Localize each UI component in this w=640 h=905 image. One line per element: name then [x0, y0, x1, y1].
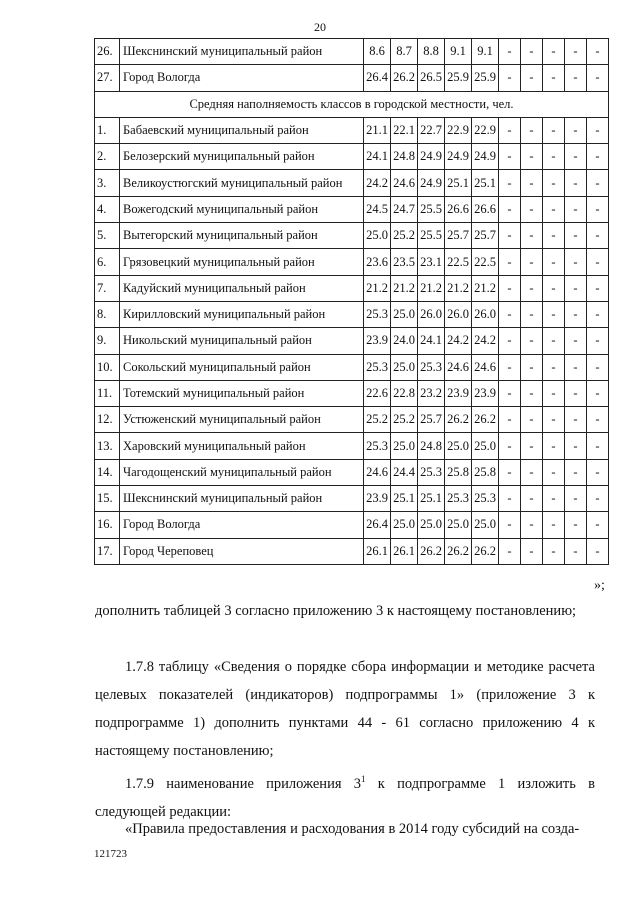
value-cell: 26.1 [391, 538, 418, 564]
dash-cell: - [587, 486, 609, 512]
value-cell: 8.7 [391, 39, 418, 65]
dash-cell: - [521, 380, 543, 406]
dash-cell: - [587, 301, 609, 327]
dash-cell: - [499, 275, 521, 301]
dash-cell: - [543, 196, 565, 222]
section-row [95, 91, 609, 117]
dash-cell: - [499, 354, 521, 380]
value-cell: 25.1 [472, 170, 499, 196]
row-number: 7. [95, 275, 120, 301]
footer-code: 121723 [94, 848, 127, 860]
row-number: 16. [95, 512, 120, 538]
dash-cell: - [499, 328, 521, 354]
district-name: Шекснинский муниципальный район [120, 39, 364, 65]
value-cell: 26.5 [418, 65, 445, 91]
dash-cell: - [499, 538, 521, 564]
value-cell: 25.3 [445, 486, 472, 512]
dash-cell: - [499, 39, 521, 65]
value-cell: 25.0 [364, 223, 391, 249]
value-cell: 22.6 [364, 380, 391, 406]
table-row [95, 170, 609, 196]
value-cell: 26.2 [445, 407, 472, 433]
district-name: Сокольский муниципальный район [120, 354, 364, 380]
table-row [95, 117, 609, 143]
dash-cell: - [521, 170, 543, 196]
row-number: 13. [95, 433, 120, 459]
row-number: 8. [95, 301, 120, 327]
value-cell: 21.2 [418, 275, 445, 301]
value-cell: 23.1 [418, 249, 445, 275]
row-number: 27. [95, 65, 120, 91]
table-row [95, 459, 609, 485]
value-cell: 25.3 [418, 459, 445, 485]
district-name: Вытегорский муниципальный район [120, 223, 364, 249]
value-cell: 24.6 [391, 170, 418, 196]
dash-cell: - [521, 301, 543, 327]
value-cell: 25.5 [418, 223, 445, 249]
value-cell: 22.9 [472, 117, 499, 143]
value-cell: 25.9 [472, 65, 499, 91]
row-number: 14. [95, 459, 120, 485]
dash-cell: - [587, 117, 609, 143]
dash-cell: - [499, 459, 521, 485]
dash-cell: - [521, 144, 543, 170]
value-cell: 26.2 [418, 538, 445, 564]
district-name: Белозерский муниципальный район [120, 144, 364, 170]
value-cell: 26.0 [472, 301, 499, 327]
value-cell: 8.8 [418, 39, 445, 65]
dash-cell: - [543, 117, 565, 143]
value-cell: 24.9 [472, 144, 499, 170]
value-cell: 21.2 [391, 275, 418, 301]
district-name: Устюженский муниципальный район [120, 407, 364, 433]
value-cell: 25.0 [445, 512, 472, 538]
value-cell: 24.1 [418, 328, 445, 354]
dash-cell: - [499, 380, 521, 406]
value-cell: 22.8 [391, 380, 418, 406]
dash-cell: - [521, 117, 543, 143]
paragraph-rules-title: «Правила предоставления и расходования в 2014 году субсидий на созда- [125, 821, 580, 837]
value-cell: 22.7 [418, 117, 445, 143]
value-cell: 23.9 [364, 328, 391, 354]
dash-cell: - [521, 433, 543, 459]
value-cell: 26.4 [364, 512, 391, 538]
value-cell: 24.0 [391, 328, 418, 354]
row-number: 2. [95, 144, 120, 170]
value-cell: 25.9 [445, 65, 472, 91]
value-cell: 23.9 [472, 380, 499, 406]
district-name: Великоустюгский муниципальный район [120, 170, 364, 196]
value-cell: 25.0 [418, 512, 445, 538]
value-cell: 25.1 [445, 170, 472, 196]
table-row [95, 223, 609, 249]
value-cell: 23.9 [445, 380, 472, 406]
value-cell: 25.3 [364, 354, 391, 380]
dash-cell: - [543, 301, 565, 327]
row-number: 3. [95, 170, 120, 196]
value-cell: 24.8 [418, 433, 445, 459]
value-cell: 21.2 [472, 275, 499, 301]
value-cell: 24.2 [472, 328, 499, 354]
value-cell: 25.0 [472, 512, 499, 538]
dash-cell: - [521, 275, 543, 301]
district-name: Грязовецкий муниципальный район [120, 249, 364, 275]
dash-cell: - [499, 486, 521, 512]
table-row [95, 65, 609, 91]
dash-cell: - [543, 65, 565, 91]
dash-cell: - [499, 144, 521, 170]
dash-cell: - [565, 196, 587, 222]
value-cell: 25.3 [364, 433, 391, 459]
dash-cell: - [543, 223, 565, 249]
value-cell: 25.8 [445, 459, 472, 485]
row-number: 11. [95, 380, 120, 406]
district-name: Чагодощенский муниципальный район [120, 459, 364, 485]
dash-cell: - [565, 512, 587, 538]
value-cell: 24.7 [391, 196, 418, 222]
district-name: Шекснинский муниципальный район [120, 486, 364, 512]
dash-cell: - [587, 223, 609, 249]
value-cell: 25.3 [418, 354, 445, 380]
dash-cell: - [565, 380, 587, 406]
paragraph-1-7-8: 1.7.8 таблицу «Сведения о порядке сбора информации и методике расчета целевых показателей (индикаторов) подпрограммы 1» (приложение 3 к подпрограмме 1) дополнить пунктами 44 - 61 согласно приложению 4 к настоящему постановлению; [95, 659, 595, 759]
value-cell: 24.2 [445, 328, 472, 354]
value-cell: 25.3 [472, 486, 499, 512]
value-cell: 22.9 [445, 117, 472, 143]
dash-cell: - [521, 512, 543, 538]
value-cell: 26.2 [472, 407, 499, 433]
value-cell: 26.2 [472, 538, 499, 564]
dash-cell: - [521, 328, 543, 354]
value-cell: 26.2 [445, 538, 472, 564]
row-number: 4. [95, 196, 120, 222]
dash-cell: - [587, 354, 609, 380]
value-cell: 23.6 [364, 249, 391, 275]
dash-cell: - [499, 433, 521, 459]
value-cell: 24.6 [472, 354, 499, 380]
dash-cell: - [565, 249, 587, 275]
table-row [95, 39, 609, 65]
dash-cell: - [565, 170, 587, 196]
dash-cell: - [543, 275, 565, 301]
value-cell: 25.0 [391, 301, 418, 327]
row-number: 10. [95, 354, 120, 380]
dash-cell: - [521, 249, 543, 275]
dash-cell: - [521, 538, 543, 564]
dash-cell: - [499, 117, 521, 143]
district-name: Вожегодский муниципальный район [120, 196, 364, 222]
value-cell: 24.5 [364, 196, 391, 222]
value-cell: 21.2 [364, 275, 391, 301]
dash-cell: - [543, 380, 565, 406]
dash-cell: - [565, 538, 587, 564]
value-cell: 25.3 [364, 301, 391, 327]
dash-cell: - [587, 39, 609, 65]
value-cell: 23.5 [391, 249, 418, 275]
dash-cell: - [565, 407, 587, 433]
dash-cell: - [543, 407, 565, 433]
value-cell: 26.6 [472, 196, 499, 222]
district-name: Никольский муниципальный район [120, 328, 364, 354]
dash-cell: - [543, 328, 565, 354]
value-cell: 21.2 [445, 275, 472, 301]
dash-cell: - [587, 407, 609, 433]
p3-text-end: к подпрограмме 1 изложить в следующей редакции: [95, 775, 595, 820]
dash-cell: - [543, 433, 565, 459]
dash-cell: - [521, 196, 543, 222]
dash-cell: - [521, 39, 543, 65]
table-row [95, 249, 609, 275]
row-number: 17. [95, 538, 120, 564]
value-cell: 24.9 [418, 170, 445, 196]
value-cell: 26.2 [391, 65, 418, 91]
dash-cell: - [565, 39, 587, 65]
dash-cell: - [499, 223, 521, 249]
dash-cell: - [543, 249, 565, 275]
dash-cell: - [499, 512, 521, 538]
value-cell: 25.7 [445, 223, 472, 249]
dash-cell: - [565, 328, 587, 354]
value-cell: 25.0 [445, 433, 472, 459]
value-cell: 24.9 [445, 144, 472, 170]
value-cell: 23.9 [364, 486, 391, 512]
dash-cell: - [543, 512, 565, 538]
value-cell: 24.8 [391, 144, 418, 170]
dash-cell: - [499, 249, 521, 275]
dash-cell: - [587, 170, 609, 196]
dash-cell: - [587, 380, 609, 406]
dash-cell: - [499, 196, 521, 222]
dash-cell: - [565, 223, 587, 249]
value-cell: 26.0 [418, 301, 445, 327]
value-cell: 24.6 [445, 354, 472, 380]
dash-cell: - [565, 459, 587, 485]
value-cell: 25.1 [391, 486, 418, 512]
value-cell: 23.2 [418, 380, 445, 406]
value-cell: 25.0 [391, 433, 418, 459]
value-cell: 22.5 [472, 249, 499, 275]
table-row [95, 538, 609, 564]
value-cell: 25.5 [418, 196, 445, 222]
row-number: 26. [95, 39, 120, 65]
paragraph-add-table: дополнить таблицей 3 согласно приложению 3 к настоящему постановлению; [95, 603, 577, 619]
value-cell: 25.2 [391, 223, 418, 249]
value-cell: 24.6 [364, 459, 391, 485]
value-cell: 26.0 [445, 301, 472, 327]
dash-cell: - [565, 486, 587, 512]
value-cell: 26.1 [364, 538, 391, 564]
dash-cell: - [565, 433, 587, 459]
dash-cell: - [565, 354, 587, 380]
dash-cell: - [543, 459, 565, 485]
district-name: Харовский муниципальный район [120, 433, 364, 459]
value-cell: 22.1 [391, 117, 418, 143]
dash-cell: - [521, 65, 543, 91]
dash-cell: - [587, 65, 609, 91]
table-row [95, 328, 609, 354]
dash-cell: - [587, 249, 609, 275]
dash-cell: - [587, 144, 609, 170]
value-cell: 25.8 [472, 459, 499, 485]
table-row [95, 433, 609, 459]
dash-cell: - [565, 65, 587, 91]
value-cell: 24.9 [418, 144, 445, 170]
dash-cell: - [543, 538, 565, 564]
dash-cell: - [543, 170, 565, 196]
dash-cell: - [565, 144, 587, 170]
dash-cell: - [587, 328, 609, 354]
data-table [94, 38, 609, 565]
table-row [95, 196, 609, 222]
p3-text-start: 1.7.9 наименование приложения 3 [125, 775, 362, 792]
row-number: 5. [95, 223, 120, 249]
dash-cell: - [521, 486, 543, 512]
value-cell: 25.0 [391, 512, 418, 538]
dash-cell: - [587, 433, 609, 459]
district-name: Город Вологда [120, 512, 364, 538]
dash-cell: - [565, 301, 587, 327]
district-name: Тотемский муниципальный район [120, 380, 364, 406]
dash-cell: - [587, 538, 609, 564]
closing-quote: »; [594, 578, 605, 593]
table-row [95, 354, 609, 380]
value-cell: 24.1 [364, 144, 391, 170]
dash-cell: - [565, 117, 587, 143]
value-cell: 25.0 [472, 433, 499, 459]
value-cell: 22.5 [445, 249, 472, 275]
value-cell: 25.7 [472, 223, 499, 249]
dash-cell: - [587, 275, 609, 301]
value-cell: 25.0 [391, 354, 418, 380]
table-row [95, 486, 609, 512]
value-cell: 9.1 [472, 39, 499, 65]
section-heading: Средняя наполняемость классов в городской местности, чел. [95, 91, 609, 117]
value-cell: 26.4 [364, 65, 391, 91]
value-cell: 21.1 [364, 117, 391, 143]
dash-cell: - [543, 486, 565, 512]
dash-cell: - [499, 170, 521, 196]
dash-cell: - [521, 407, 543, 433]
dash-cell: - [587, 512, 609, 538]
value-cell: 25.2 [364, 407, 391, 433]
district-name: Город Череповец [120, 538, 364, 564]
dash-cell: - [521, 459, 543, 485]
page-number: 20 [314, 20, 326, 34]
row-number: 12. [95, 407, 120, 433]
value-cell: 26.6 [445, 196, 472, 222]
value-cell: 9.1 [445, 39, 472, 65]
district-name: Кадуйский муниципальный район [120, 275, 364, 301]
dash-cell: - [587, 459, 609, 485]
dash-cell: - [499, 65, 521, 91]
value-cell: 8.6 [364, 39, 391, 65]
district-name: Город Вологда [120, 65, 364, 91]
row-number: 9. [95, 328, 120, 354]
table-row [95, 407, 609, 433]
row-number: 1. [95, 117, 120, 143]
table-row [95, 380, 609, 406]
dash-cell: - [565, 275, 587, 301]
table-row [95, 301, 609, 327]
value-cell: 24.2 [364, 170, 391, 196]
row-number: 6. [95, 249, 120, 275]
dash-cell: - [521, 354, 543, 380]
district-name: Бабаевский муниципальный район [120, 117, 364, 143]
table-row [95, 512, 609, 538]
dash-cell: - [587, 196, 609, 222]
dash-cell: - [543, 144, 565, 170]
dash-cell: - [543, 354, 565, 380]
table-row [95, 275, 609, 301]
row-number: 15. [95, 486, 120, 512]
superscript: 1 [361, 774, 366, 784]
dash-cell: - [543, 39, 565, 65]
district-name: Кирилловский муниципальный район [120, 301, 364, 327]
table-row [95, 144, 609, 170]
dash-cell: - [499, 407, 521, 433]
dash-cell: - [521, 223, 543, 249]
value-cell: 24.4 [391, 459, 418, 485]
value-cell: 25.7 [418, 407, 445, 433]
value-cell: 25.2 [391, 407, 418, 433]
value-cell: 25.1 [418, 486, 445, 512]
dash-cell: - [499, 301, 521, 327]
